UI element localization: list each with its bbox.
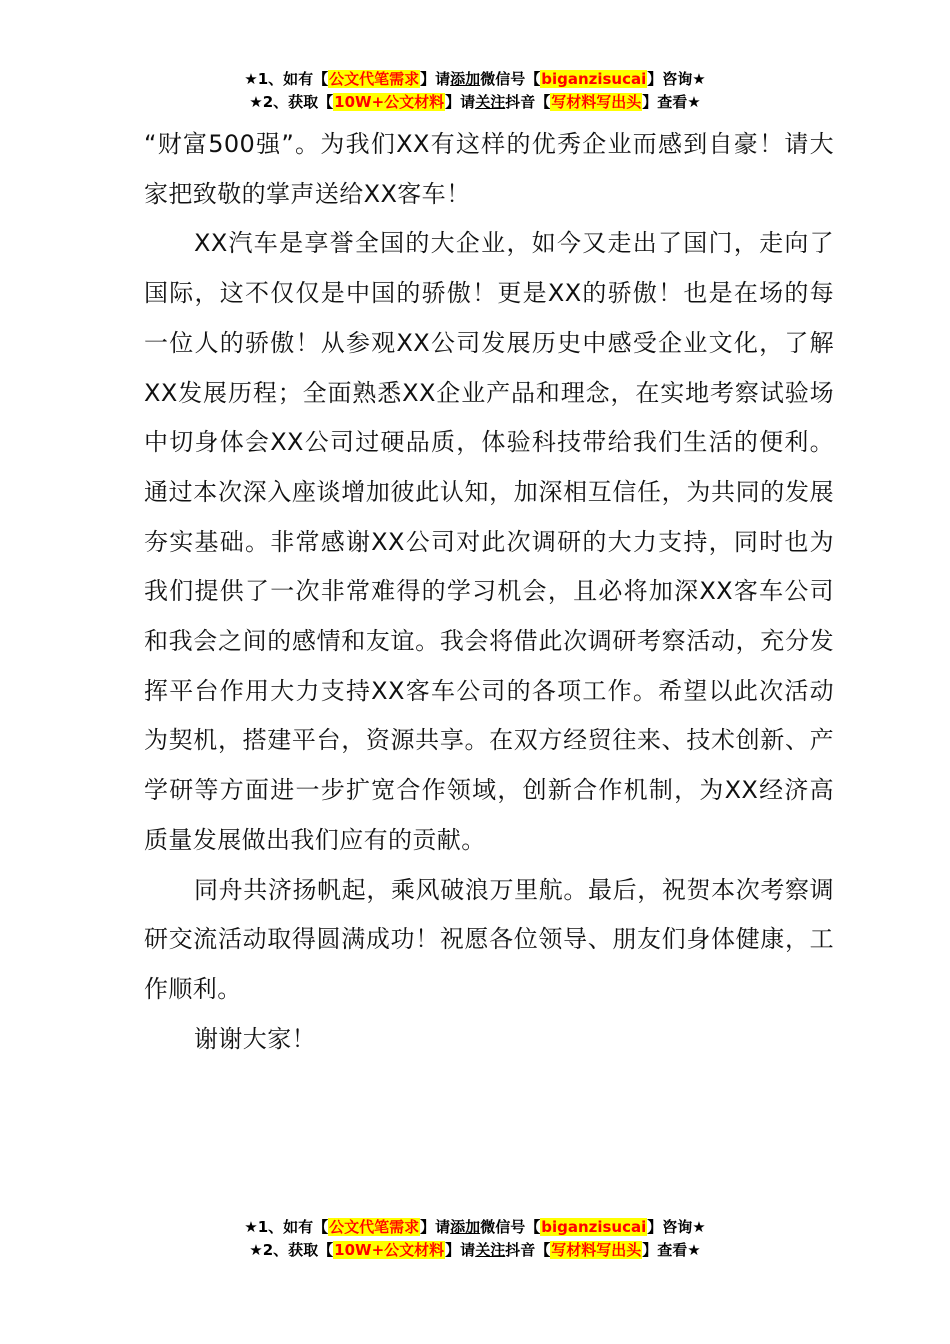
banner-underlined-text: 添加 <box>450 70 481 88</box>
banner-text: 】请 <box>445 93 476 111</box>
banner-highlight: 10W+公文材料 <box>334 93 445 111</box>
footer-banner <box>0 1216 950 1262</box>
banner-highlight: 10W+公文材料 <box>334 1241 445 1259</box>
banner-underlined-text: 添加 <box>450 1218 481 1236</box>
banner-highlight: 公文代笔需求 <box>329 70 420 88</box>
banner-underlined-text: 关注 <box>475 93 506 111</box>
banner-line-2 <box>0 1239 950 1262</box>
paragraph: XX汽车是享誉全国的大企业，如今又走出了国门，走向了国际，这不仅仅是中国的骄傲！更是XX的骄傲！也是在场的每一位人的骄傲！从参观XX公司发展历史中感受企业文化，了解XX发展历程；全面熟悉XX企业产品和理念，在实地考察试验场中切身体会XX公司过硬品质，体验科技带给我们生活的便利。通过本次深入座谈增加彼此认知，加深相互信任，为共同的发展夯实基础。非常感谢XX公司对此次调研的大力支持，同时也为我们提供了一次非常难得的学习机会，且必将加深XX客车公司和我会之间的感情和友谊。我会将借此次调研考察活动，充分发挥平台作用大力支持XX客车公司的各项工作。希望以此次活动为契机，搭建平台，资源共享。在双方经贸往来、技术创新、产学研等方面进一步扩宽合作领域，创新合作机制，为XX经济高质量发展做出我们应有的贡献。 <box>144 229 834 854</box>
star-icon: ★ <box>687 93 701 111</box>
star-icon: ★ <box>692 1218 706 1236</box>
banner-text: 】咨询 <box>647 1218 693 1236</box>
banner-text: 2、获取【 <box>262 93 334 111</box>
banner-text: 】请 <box>420 1218 451 1236</box>
document-body <box>144 120 834 1064</box>
banner-highlight: 公文代笔需求 <box>329 1218 420 1236</box>
banner-text: 1、如有【 <box>257 70 329 88</box>
closing-line: 谢谢大家！ <box>194 1024 316 1053</box>
banner-highlight: biganzisucai <box>541 1218 647 1236</box>
banner-text: 】查看 <box>642 93 688 111</box>
star-icon: ★ <box>687 1241 701 1259</box>
banner-text: 】咨询 <box>647 70 693 88</box>
banner-text: 】查看 <box>642 1241 688 1259</box>
banner-text: 微信号【 <box>480 1218 541 1236</box>
banner-line-2 <box>0 91 950 114</box>
banner-highlight: 写材料写出头 <box>551 93 642 111</box>
banner-text: 】请 <box>420 70 451 88</box>
banner-highlight: 写材料写出头 <box>551 1241 642 1259</box>
banner-highlight: biganzisucai <box>541 70 647 88</box>
banner-text: 微信号【 <box>480 70 541 88</box>
star-icon: ★ <box>249 93 263 111</box>
header-banner <box>0 68 950 114</box>
star-icon: ★ <box>244 1218 258 1236</box>
banner-underlined-text: 关注 <box>475 1241 506 1259</box>
star-icon: ★ <box>249 1241 263 1259</box>
paragraph: 同舟共济扬帆起，乘风破浪万里航。最后，祝贺本次考察调研交流活动取得圆满成功！祝愿各位领导、朋友们身体健康，工作顺利。 <box>144 875 834 1003</box>
star-icon: ★ <box>692 70 706 88</box>
banner-text: 抖音【 <box>505 93 551 111</box>
star-icon: ★ <box>244 70 258 88</box>
banner-text: 】请 <box>445 1241 476 1259</box>
banner-text: 1、如有【 <box>257 1218 329 1236</box>
banner-line-1 <box>0 1216 950 1239</box>
banner-text: 抖音【 <box>505 1241 551 1259</box>
banner-text: 2、获取【 <box>262 1241 334 1259</box>
banner-line-1 <box>0 68 950 91</box>
paragraph: “财富500强”。为我们XX有这样的优秀企业而感到自豪！请大家把致敬的掌声送给XX客车！ <box>144 130 834 208</box>
